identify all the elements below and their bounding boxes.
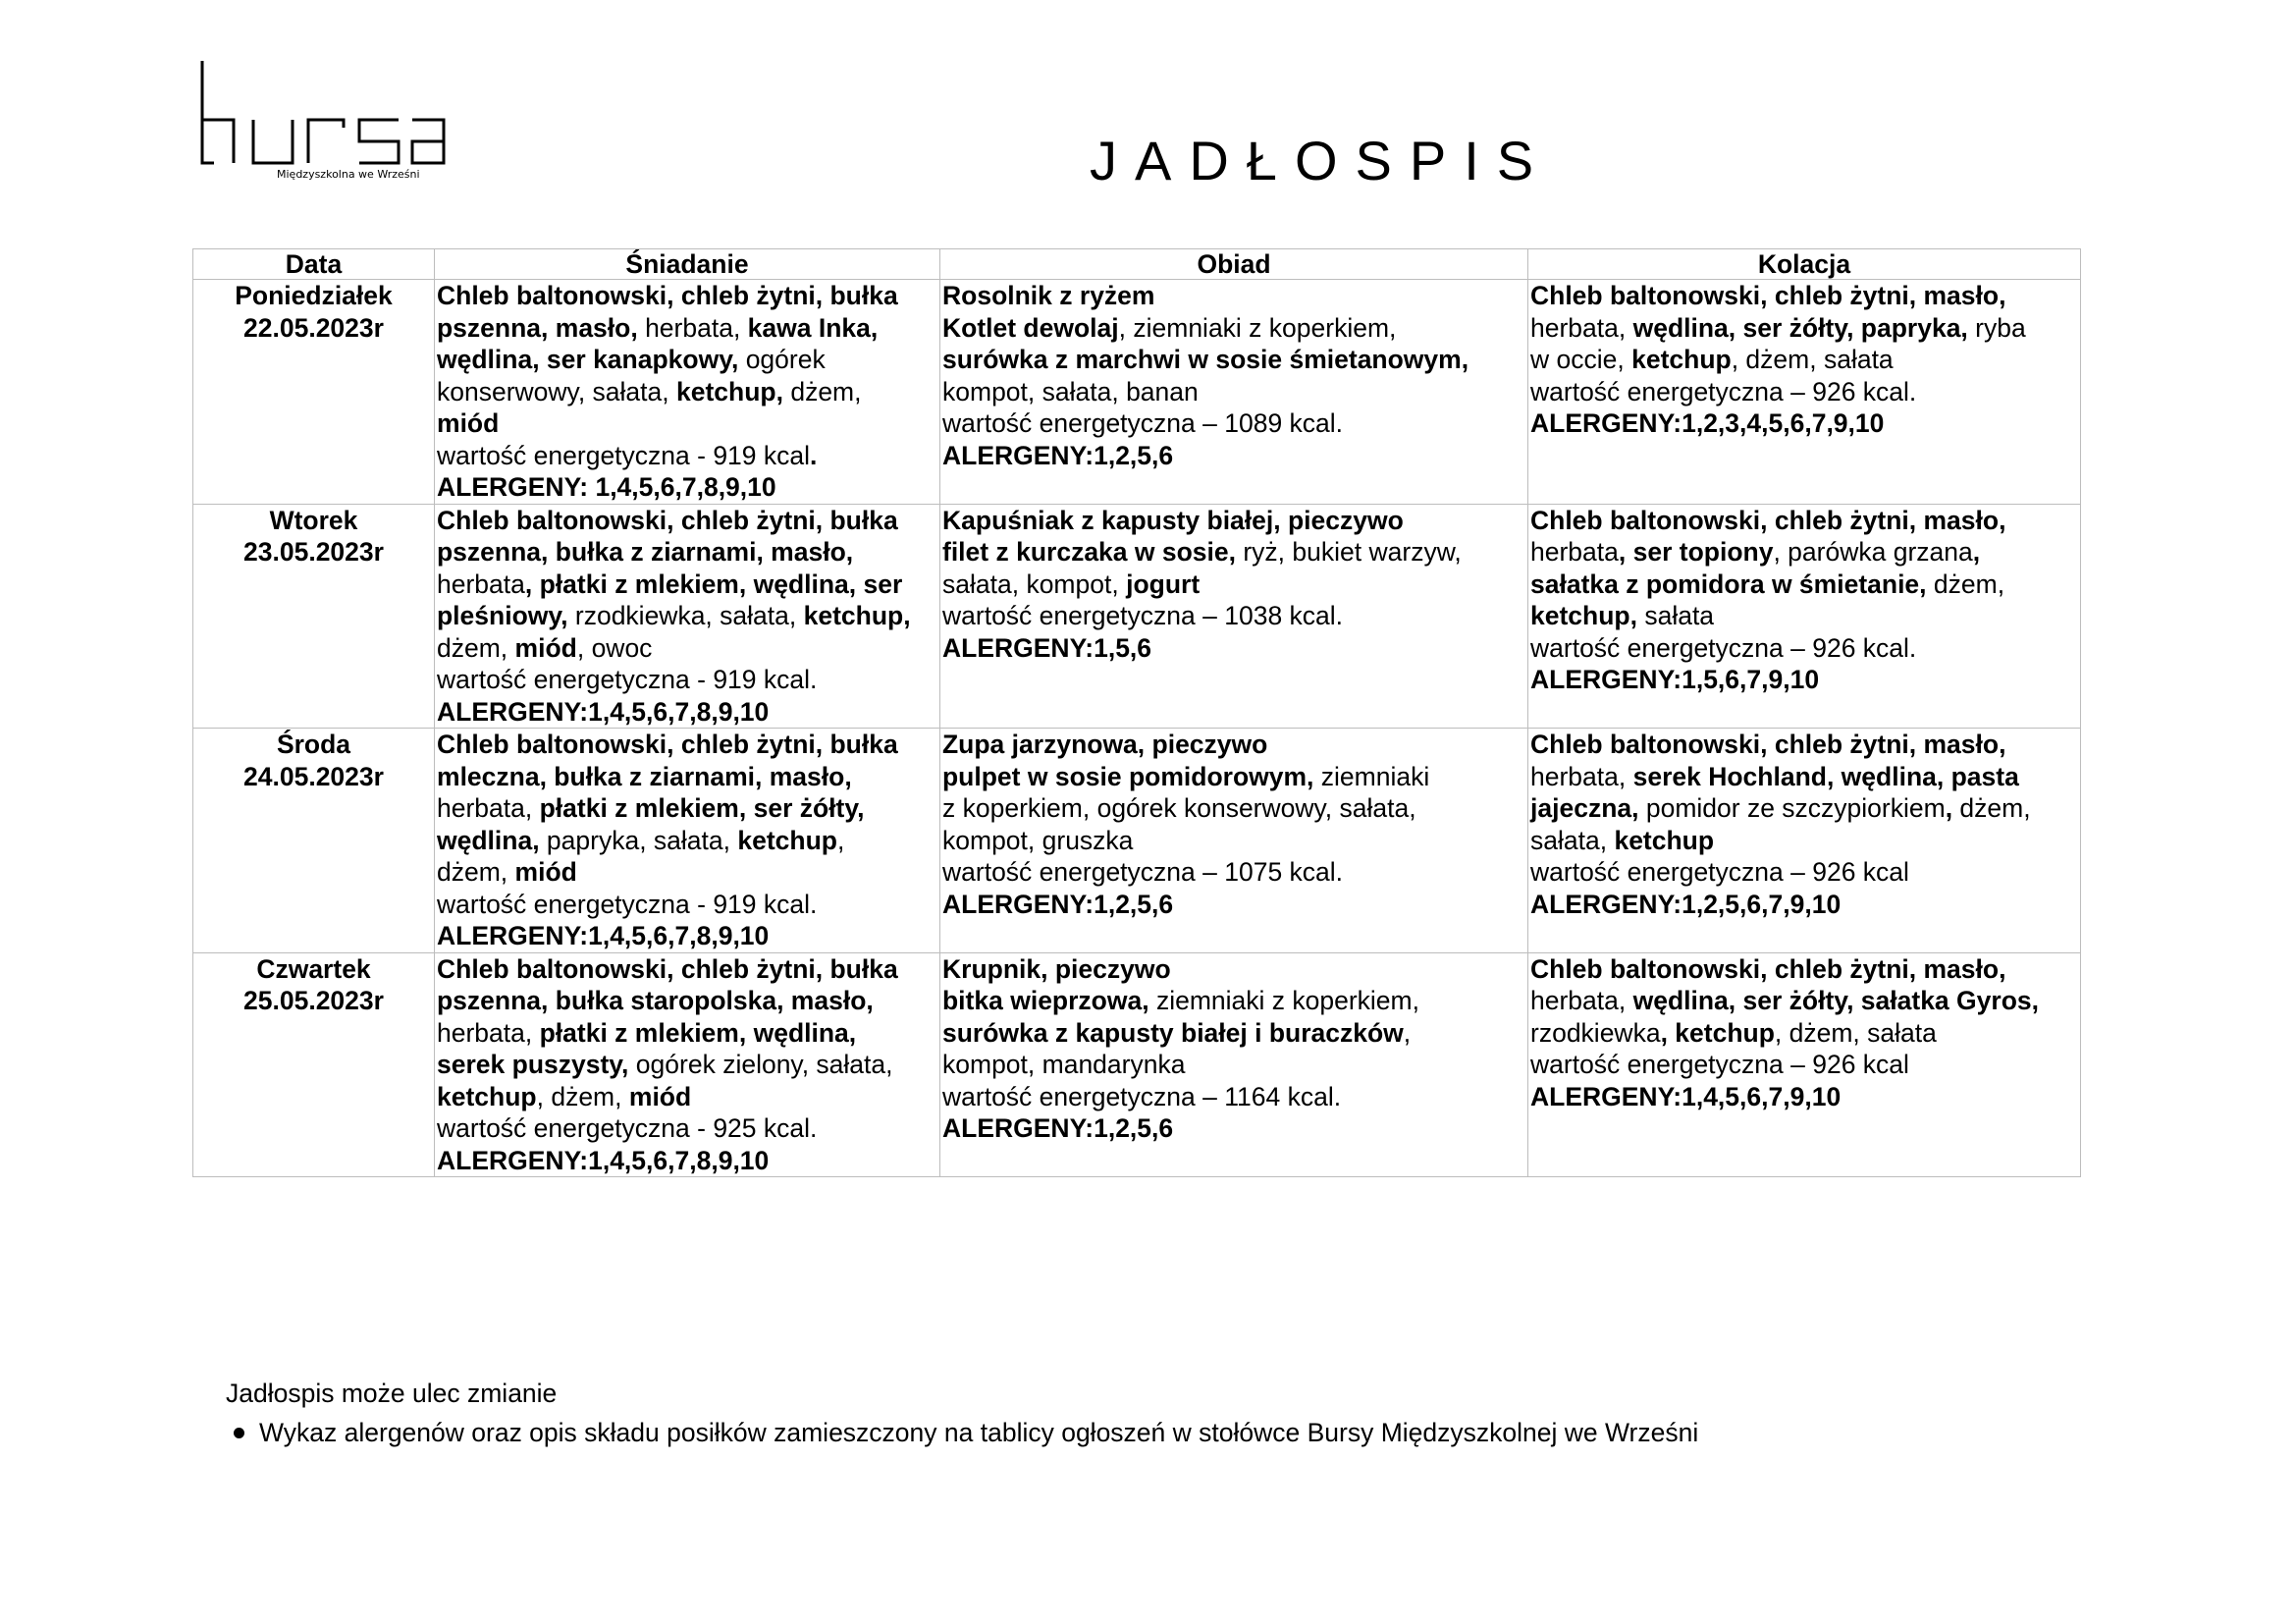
menu-text: ALERGENY:1,2,3,4,5,6,7,9,10 [1530, 408, 1885, 438]
menu-text: herbata, [437, 793, 540, 823]
menu-text: Chleb baltonowski, chleb żytni, bułka [437, 281, 898, 310]
breakfast-line [437, 856, 937, 889]
lunch-line [942, 792, 1525, 825]
lunch-line [942, 407, 1525, 440]
menu-text: dżem, [437, 632, 515, 663]
menu-text: herbata, [637, 312, 748, 343]
breakfast-line [437, 344, 937, 376]
table-row [193, 280, 2081, 505]
dinner-line [1530, 825, 2078, 857]
dinner-cell [1528, 952, 2081, 1177]
menu-text: . [810, 440, 818, 470]
menu-text: wędlina, ser żółty, sałatka Gyros, [1632, 986, 2039, 1015]
breakfast-line [437, 536, 937, 568]
lunch-line [942, 312, 1525, 345]
day-name: Poniedziałek [235, 281, 393, 310]
menu-text: wędlina, ser kanapkowy, [437, 345, 739, 374]
footer-bullet-item [234, 1418, 1698, 1448]
menu-text: miód [514, 857, 577, 887]
menu-text: kawa Inka, [747, 312, 879, 343]
menu-text: kompot, mandarynka [942, 1050, 1186, 1079]
breakfast-line [437, 407, 937, 440]
menu-text: , ziemniaki z koperkiem, [1118, 312, 1397, 343]
dinner-line [1530, 1081, 2078, 1113]
menu-text: z koperkiem, ogórek konserwowy, sałata, [942, 793, 1416, 823]
menu-text: wędlina, ser żółty, papryka, [1632, 312, 1968, 343]
day-date: 25.05.2023r [243, 986, 384, 1015]
menu-text: wartość energetyczna – 1075 kcal. [942, 857, 1344, 887]
menu-text: papryka, sałata, [539, 825, 738, 855]
dinner-cell [1528, 504, 2081, 729]
dinner-line [1530, 600, 2078, 632]
lunch-line [942, 729, 1525, 761]
lunch-line [942, 536, 1525, 568]
day-name: Wtorek [269, 505, 358, 535]
menu-text: płatki z mlekiem, wędlina, [539, 1017, 857, 1048]
lunch-line [942, 505, 1525, 537]
dinner-cell [1528, 280, 2081, 505]
header-date: Data [193, 249, 435, 280]
dinner-line [1530, 280, 2078, 312]
lunch-line [942, 1081, 1525, 1113]
menu-text: sałata, [1530, 825, 1615, 855]
menu-text: miód [514, 632, 577, 663]
breakfast-line [437, 985, 937, 1017]
menu-text: ketchup [1614, 825, 1715, 855]
menu-text: Chleb baltonowski, chleb żytni, bułka [437, 953, 898, 984]
dinner-line [1530, 889, 2078, 921]
menu-text: ketchup [737, 825, 837, 855]
breakfast-line [437, 280, 937, 312]
menu-text: wartość energetyczna – 926 kcal [1530, 857, 1909, 887]
day-date: 22.05.2023r [243, 312, 384, 343]
menu-text: sałatka z pomidora w śmietanie, [1530, 568, 1927, 599]
menu-text: wartość energetyczna – 926 kcal. [1530, 376, 1917, 406]
menu-text: , owoc [576, 632, 653, 663]
lunch-line [942, 344, 1525, 376]
dinner-line [1530, 536, 2078, 568]
date-cell [193, 504, 435, 729]
menu-text: herbata, [1530, 761, 1633, 791]
menu-text: Zupa jarzynowa, pieczywo [942, 730, 1268, 759]
menu-text: miód [437, 408, 500, 438]
menu-text: serek puszysty, [437, 1050, 629, 1079]
menu-text: herbata, [437, 1017, 540, 1048]
menu-text: ryba [1967, 312, 2026, 343]
breakfast-line [437, 632, 937, 665]
menu-text: miód [628, 1081, 692, 1111]
menu-text: wartość energetyczna - 919 kcal. [437, 889, 818, 919]
dinner-line [1530, 632, 2078, 665]
lunch-line [942, 1017, 1525, 1050]
lunch-cell [940, 504, 1528, 729]
lunch-line [942, 568, 1525, 601]
menu-text: , [1403, 1017, 1412, 1048]
breakfast-line [437, 1112, 937, 1145]
breakfast-line [437, 953, 937, 986]
menu-text: surówka z marchwi w sosie śmietanowym, [942, 345, 1469, 374]
dinner-cell [1528, 729, 2081, 953]
menu-text: ketchup, [1530, 601, 1637, 630]
menu-text: kompot, sałata, banan [942, 376, 1199, 406]
menu-text: bitka wieprzowa, [942, 986, 1149, 1015]
dinner-line [1530, 1017, 2078, 1050]
menu-text: herbata [437, 568, 525, 599]
breakfast-line [437, 920, 937, 952]
menu-text: ketchup [437, 1081, 537, 1111]
breakfast-line [437, 1049, 937, 1081]
menu-text: ogórek zielony, sałata, [628, 1050, 893, 1079]
lunch-line [942, 985, 1525, 1017]
breakfast-line [437, 1145, 937, 1177]
day-date: 24.05.2023r [243, 761, 384, 791]
menu-text: Rosolnik z ryżem [942, 281, 1155, 310]
menu-text: , dżem, [536, 1081, 629, 1111]
menu-text: konserwowy, sałata, [437, 376, 676, 406]
menu-text: pszenna, bułka z ziarnami, masło, [437, 537, 854, 567]
menu-text: , dżem, sałata [1774, 1017, 1937, 1048]
lunch-line [942, 953, 1525, 986]
bursa-logo-mark [194, 59, 450, 167]
breakfast-line [437, 1017, 937, 1050]
menu-text: ALERGENY:1,2,5,6 [942, 440, 1174, 470]
menu-text: w occie, [1530, 345, 1632, 374]
menu-text: serek Hochland, wędlina, pasta [1632, 761, 2019, 791]
menu-text: dżem, [1952, 793, 2031, 823]
logo-subtitle: Międzyszkolna we Wrześni [277, 168, 420, 181]
lunch-line [942, 856, 1525, 889]
dinner-line [1530, 856, 2078, 889]
menu-text: wartość energetyczna - 925 kcal. [437, 1113, 818, 1143]
menu-text: filet z kurczaka w sosie, [942, 537, 1236, 567]
menu-text: ALERGENY:1,4,5,6,7,9,10 [1530, 1081, 1842, 1111]
breakfast-line [437, 792, 937, 825]
menu-text: wartość energetyczna – 1089 kcal. [942, 408, 1344, 438]
dinner-line [1530, 729, 2078, 761]
breakfast-line [437, 600, 937, 632]
lunch-line [942, 889, 1525, 921]
dinner-line [1530, 985, 2078, 1017]
breakfast-line [437, 568, 937, 601]
menu-text: pleśniowy, [437, 601, 568, 630]
day-name: Środa [276, 730, 351, 759]
footer-bullet-text: Wykaz alergenów oraz opis składu posiłków zamieszczony na tablicy ogłoszeń w stołówce Bursy Międzyszkolnej we Wrześni [259, 1418, 1699, 1447]
menu-text: pulpet w sosie pomidorowym, [942, 761, 1314, 791]
day-name: Czwartek [256, 953, 371, 984]
menu-text: Chleb baltonowski, chleb żytni, masło, [1530, 953, 2006, 984]
header-lunch: Obiad [940, 249, 1528, 280]
menu-text: surówka z kapusty białej i buraczków [942, 1017, 1404, 1048]
menu-text: Chleb baltonowski, chleb żytni, bułka [437, 505, 898, 535]
menu-text: wartość energetyczna - 919 kcal [437, 440, 811, 470]
menu-text: Kapuśniak z kapusty białej, pieczywo [942, 505, 1404, 535]
menu-text: ALERGENY:1,2,5,6 [942, 1113, 1174, 1143]
menu-text: jogurt [1126, 568, 1201, 599]
lunch-line [942, 280, 1525, 312]
lunch-line [942, 1112, 1525, 1145]
date-cell [193, 952, 435, 1177]
menu-text: , ser topiony [1618, 537, 1774, 567]
breakfast-line [437, 376, 937, 408]
dinner-line [1530, 407, 2078, 440]
breakfast-line [437, 696, 937, 729]
header-breakfast: Śniadanie [435, 249, 940, 280]
menu-text: Chleb baltonowski, chleb żytni, masło, [1530, 730, 2006, 759]
breakfast-line [437, 1081, 937, 1113]
table-header-row [193, 249, 2081, 280]
menu-text: ALERGENY:1,4,5,6,7,8,9,10 [437, 696, 770, 727]
menu-text: ALERGENY:1,5,6,7,9,10 [1530, 665, 1820, 694]
breakfast-cell [435, 280, 940, 505]
breakfast-line [437, 889, 937, 921]
menu-text: rzodkiewka, sałata, [567, 601, 804, 630]
menu-text: pszenna, masło, [437, 312, 638, 343]
breakfast-line [437, 440, 937, 472]
dinner-line [1530, 792, 2078, 825]
menu-text: , płatki z mlekiem, wędlina, ser [524, 568, 903, 599]
menu-text: Chleb baltonowski, chleb żytni, masło, [1530, 281, 2006, 310]
lunch-cell [940, 952, 1528, 1177]
menu-text: wartość energetyczna – 926 kcal. [1530, 632, 1917, 663]
lunch-cell [940, 280, 1528, 505]
menu-text: pomidor ze szczypiorkiem [1638, 793, 1946, 823]
menu-table [192, 248, 2081, 1177]
date-cell [193, 280, 435, 505]
lunch-line [942, 440, 1525, 472]
dinner-line [1530, 761, 2078, 793]
menu-text: płatki z mlekiem, ser żółty, [539, 793, 865, 823]
lunch-line [942, 600, 1525, 632]
menu-text: Chleb baltonowski, chleb żytni, bułka [437, 730, 898, 759]
header-dinner: Kolacja [1528, 249, 2081, 280]
menu-text: kompot, gruszka [942, 825, 1134, 855]
menu-text: herbata [1530, 537, 1619, 567]
menu-text: pszenna, bułka staropolska, masło, [437, 986, 874, 1015]
table-row [193, 952, 2081, 1177]
dinner-line [1530, 505, 2078, 537]
menu-text: mleczna, bułka z ziarnami, masło, [437, 761, 852, 791]
menu-text: , ketchup [1660, 1017, 1775, 1048]
menu-body [193, 280, 2081, 1177]
menu-text: Kotlet dewolaj [942, 312, 1119, 343]
breakfast-line [437, 761, 937, 793]
menu-text: , dżem, sałata [1731, 345, 1894, 374]
menu-text: jajeczna, [1530, 793, 1639, 823]
breakfast-line [437, 505, 937, 537]
page-title: JADŁOSPIS [1090, 130, 1552, 191]
breakfast-line [437, 471, 937, 504]
menu-text: wartość energetyczna - 919 kcal. [437, 665, 818, 694]
lunch-line [942, 761, 1525, 793]
dinner-line [1530, 568, 2078, 601]
menu-text: , [1972, 537, 1981, 567]
menu-text: herbata, [1530, 312, 1633, 343]
menu-text: ALERGENY: 1,4,5,6,7,8,9,10 [437, 472, 776, 502]
menu-text: ziemniaki z koperkiem, [1148, 986, 1419, 1015]
table-row [193, 729, 2081, 953]
menu-text: ketchup, [803, 601, 911, 630]
dinner-line [1530, 376, 2078, 408]
dinner-line [1530, 344, 2078, 376]
breakfast-line [437, 729, 937, 761]
dinner-line [1530, 1049, 2078, 1081]
menu-text: ALERGENY:1,5,6 [942, 632, 1152, 663]
date-cell [193, 729, 435, 953]
menu-text: dżem, [1926, 568, 2005, 599]
menu-text: Krupnik, pieczywo [942, 953, 1171, 984]
breakfast-line [437, 312, 937, 345]
day-date: 23.05.2023r [243, 537, 384, 567]
breakfast-line [437, 825, 937, 857]
menu-text: ryż, bukiet warzyw, [1236, 537, 1462, 567]
menu-text: sałata [1636, 601, 1715, 630]
breakfast-cell [435, 504, 940, 729]
menu-text: Chleb baltonowski, chleb żytni, masło, [1530, 505, 2006, 535]
menu-text: wartość energetyczna – 1164 kcal. [942, 1081, 1342, 1111]
breakfast-cell [435, 952, 940, 1177]
menu-text: sałata, kompot, [942, 568, 1127, 599]
menu-text: dżem, [782, 376, 862, 406]
footer-note: Jadłospis może ulec zmianie [226, 1379, 558, 1408]
menu-text: ALERGENY:1,2,5,6,7,9,10 [1530, 889, 1842, 919]
lunch-line [942, 632, 1525, 665]
bursa-logo [194, 59, 450, 191]
menu-text: ziemniaki [1313, 761, 1430, 791]
menu-text: ketchup [1631, 345, 1732, 374]
breakfast-line [437, 664, 937, 696]
menu-text: , [1945, 793, 1953, 823]
menu-text: , parówka grzana [1773, 537, 1973, 567]
menu-text: wędlina, [437, 825, 540, 855]
dinner-line [1530, 312, 2078, 345]
menu-text: ALERGENY:1,4,5,6,7,8,9,10 [437, 921, 770, 950]
menu-text: wartość energetyczna – 1038 kcal. [942, 601, 1344, 630]
menu-text: , [836, 825, 845, 855]
lunch-line [942, 376, 1525, 408]
breakfast-cell [435, 729, 940, 953]
menu-text: herbata, [1530, 986, 1633, 1015]
lunch-cell [940, 729, 1528, 953]
dinner-line [1530, 664, 2078, 696]
dinner-line [1530, 953, 2078, 986]
menu-text: ALERGENY:1,4,5,6,7,8,9,10 [437, 1145, 770, 1175]
lunch-line [942, 1049, 1525, 1081]
menu-text: ketchup, [676, 376, 783, 406]
table-row [193, 504, 2081, 729]
menu-text: wartość energetyczna – 926 kcal [1530, 1050, 1909, 1079]
menu-text: ALERGENY:1,2,5,6 [942, 889, 1174, 919]
menu-text: rzodkiewka [1530, 1017, 1661, 1048]
menu-text: ogórek [738, 345, 826, 374]
bullet-icon [234, 1428, 244, 1438]
lunch-line [942, 825, 1525, 857]
menu-text: dżem, [437, 857, 515, 887]
